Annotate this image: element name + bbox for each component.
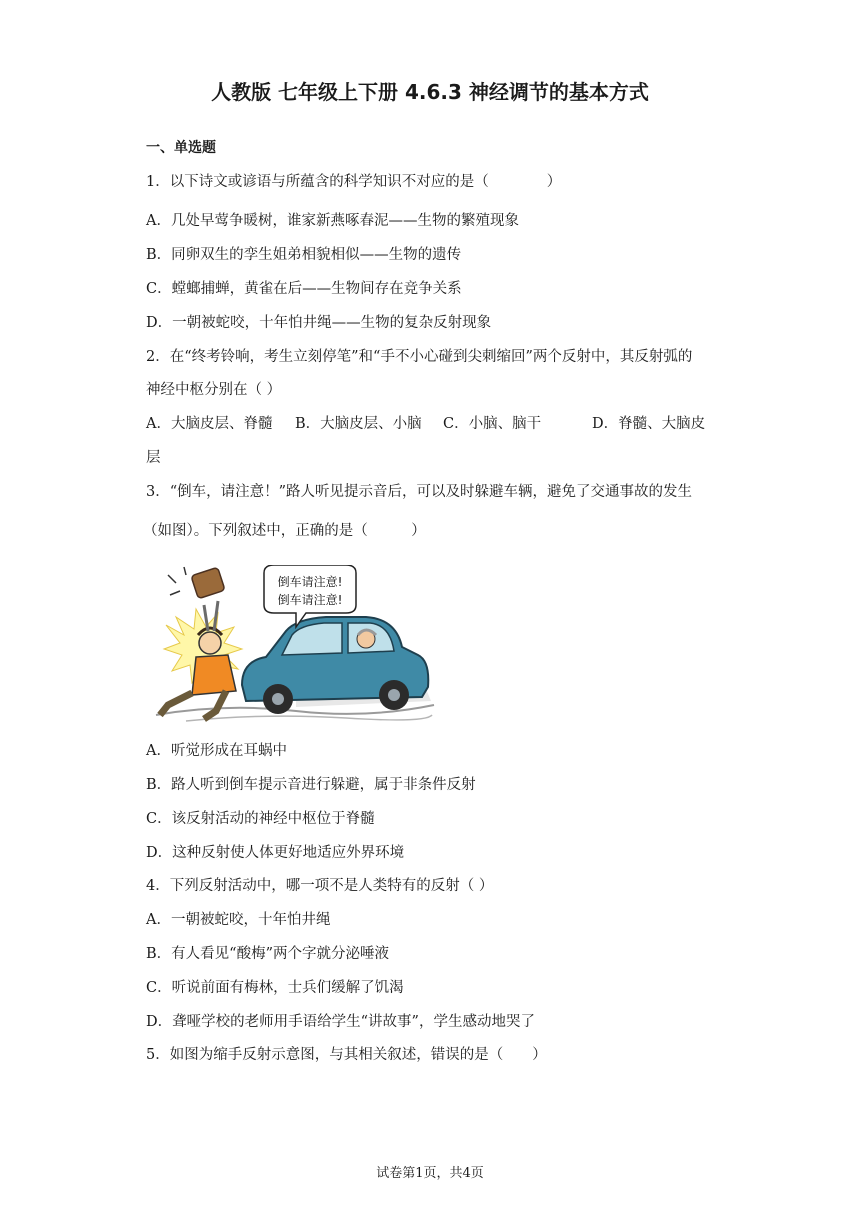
question-1-option-c: C．螳螂捕蝉，黄雀在后——生物间存在竞争关系 (146, 281, 462, 297)
question-2-option-a: A．大脑皮层、脊髓 (146, 416, 273, 432)
page-footer: 试卷第1页，共4页 (376, 1166, 484, 1181)
question-5-stem: 5．如图为缩手反射示意图，与其相关叙述，错误的是（ ） (146, 1047, 547, 1063)
question-2-option-d-wrap: 层 (146, 450, 161, 466)
question-1-option-a: A．几处早莺争暖树，谁家新燕啄春泥——生物的繁殖现象 (146, 213, 519, 229)
reversing-car-illustration (146, 565, 436, 725)
question-3-option-d: D．这种反射使人体更好地适应外界环境 (146, 845, 405, 861)
question-1-option-b: B．同卵双生的孪生姐弟相貌相似——生物的遗传 (146, 247, 462, 263)
question-4-option-a: A．一朝被蛇咬，十年怕井绳 (146, 912, 331, 928)
question-4-option-c: C．听说前面有梅林，士兵们缓解了饥渴 (146, 980, 404, 996)
question-4-option-b: B．有人看见“酸梅”两个字就分泌唾液 (146, 946, 389, 962)
question-2-stem-line1: 2．在“终考铃响，考生立刻停笔”和“手不小心碰到尖刺缩回”两个反射中，其反射弧的 (146, 349, 693, 365)
question-2-stem-line2: 神经中枢分别在（ ） (146, 382, 282, 398)
question-3-stem-line1: 3．“倒车，请注意！”路人听见提示音后，可以及时躲避车辆，避免了交通事故的发生 (146, 484, 693, 500)
question-2-option-c: C．小脑、脑干 (443, 416, 542, 432)
question-2-options (146, 412, 716, 432)
speech-bubble-line-2: 倒车请注意! (277, 593, 343, 607)
question-3-option-c: C．该反射活动的神经中枢位于脊髓 (146, 811, 375, 827)
question-4-option-d: D．聋哑学校的老师用手语给学生“讲故事”，学生感动地哭了 (146, 1014, 535, 1030)
question-1-option-d: D．一朝被蛇咬，十年怕井绳——生物的复杂反射现象 (146, 315, 492, 331)
question-2-option-b: B．大脑皮层、小脑 (295, 416, 422, 432)
question-3-option-b: B．路人听到倒车提示音进行躲避，属于非条件反射 (146, 777, 476, 793)
question-3-stem-line2: （如图）。下列叙述中，正确的是（ ） (143, 523, 426, 539)
speech-bubble-line-1: 倒车请注意! (277, 575, 343, 589)
question-1-stem: 1．以下诗文或谚语与所蕴含的科学知识不对应的是（ ） (146, 174, 562, 190)
section-heading: 一、单选题 (146, 140, 216, 156)
page-title: 人教版 七年级上下册 4.6.3 神经调节的基本方式 (211, 80, 649, 104)
question-4-stem: 4．下列反射活动中，哪一项不是人类特有的反射（ ） (146, 878, 494, 894)
question-2-option-d: D．脊髓、大脑皮 (592, 416, 706, 432)
question-3-option-a: A．听觉形成在耳蜗中 (146, 743, 287, 759)
